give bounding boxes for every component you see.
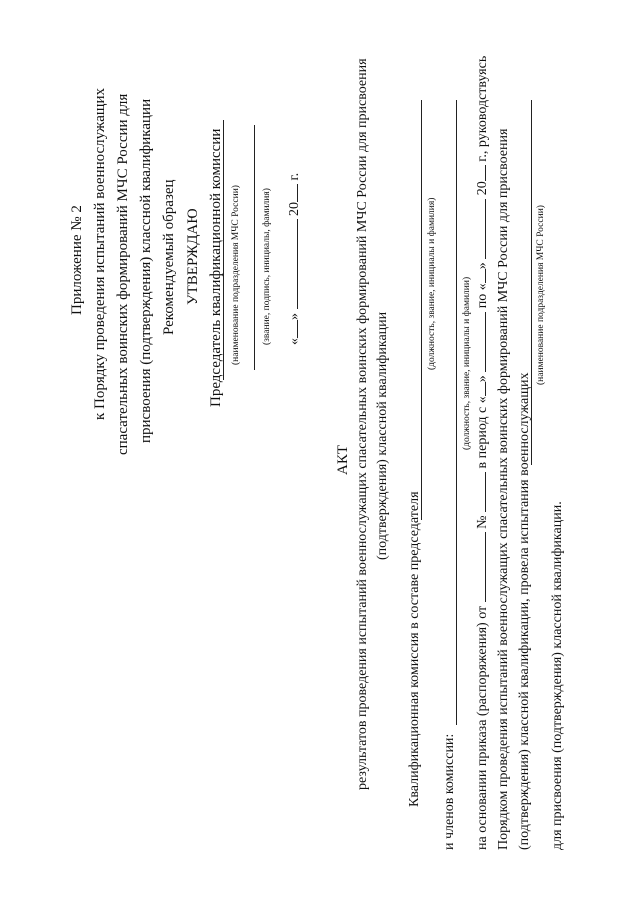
approval-chairman: Председатель квалификационной комиссии bbox=[208, 128, 224, 407]
period-year: 20 bbox=[475, 181, 490, 196]
approval-date bbox=[288, 173, 302, 345]
act-heading: АКТ bbox=[335, 445, 351, 475]
act-subtitle-1: результатов проведения испытаний военнослужащих спасательных воинских формирований МЧС России для присвоения bbox=[355, 58, 370, 790]
members-rule bbox=[456, 100, 457, 725]
department-rule bbox=[531, 100, 532, 465]
final-line: для присвоения (подтверждения) классной квалификации. bbox=[550, 501, 565, 850]
date-open-quote: « bbox=[287, 338, 302, 345]
appendix-line-2: спасательных воинских формирований МЧС России для bbox=[115, 93, 131, 455]
act-subtitle-2: (подтверждения) классной квалификации bbox=[375, 311, 390, 560]
members-label: и членов комиссии: bbox=[442, 733, 457, 850]
commission-chair-rule bbox=[421, 100, 422, 520]
approval-title: УТВЕРЖДАЮ bbox=[185, 208, 201, 305]
period-to: по « bbox=[475, 283, 490, 309]
period-mid: » bbox=[475, 375, 490, 383]
paragraph-line-1: Порядком проведения испытаний военнослужащих спасательных воинских формирований МЧС России для присвоения bbox=[496, 128, 511, 850]
commission-intro: Квалификационная комиссия в составе председателя bbox=[407, 491, 422, 807]
approval-rule-2 bbox=[254, 125, 255, 370]
caption-members: (должность, звание, инициалы и фамилии) bbox=[462, 276, 472, 450]
appendix-line-1: к Порядку проведения испытаний военнослужащих bbox=[92, 87, 108, 420]
basis-line bbox=[476, 56, 490, 850]
date-close-quote: » bbox=[287, 313, 302, 320]
appendix-title: Приложение № 2 bbox=[69, 205, 85, 315]
date-year: 20 bbox=[287, 202, 302, 216]
guided-text: г., руководствуясь bbox=[475, 55, 490, 162]
basis-number-sign: № bbox=[475, 515, 490, 529]
caption-signature: (звание, подпись, инициалы, фамилия) bbox=[262, 188, 272, 345]
date-suffix: г. bbox=[287, 172, 302, 181]
period-to-close: » bbox=[475, 262, 490, 270]
caption-body-department: (наименование подразделения МЧС России) bbox=[536, 205, 546, 385]
basis-prefix: на основании приказа (распоряжения) от bbox=[475, 605, 490, 850]
approval-rule-1 bbox=[223, 120, 224, 380]
appendix-note: Рекомендуемый образец bbox=[161, 179, 177, 335]
caption-department: (наименование подразделения МЧС России) bbox=[231, 185, 241, 365]
period-from: в период с « bbox=[475, 396, 490, 469]
caption-chair: (должность, звание, инициалы и фамилия) bbox=[427, 197, 437, 370]
appendix-line-3: присвоения (подтверждения) классной квалификации bbox=[138, 98, 154, 443]
paragraph-line-2: (подтверждения) классной квалификации, провела испытания военнослужащих bbox=[517, 372, 532, 850]
